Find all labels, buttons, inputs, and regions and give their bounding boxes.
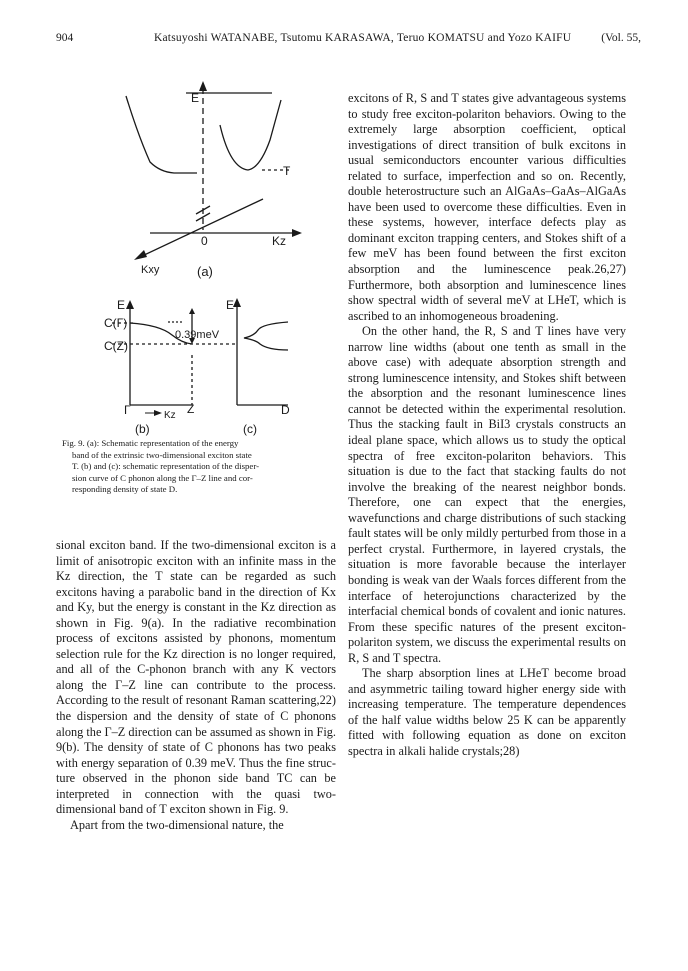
label-panel-b: (b) [135, 422, 150, 436]
label-c-z: C(Z) [104, 339, 128, 353]
energy-arrow-head [199, 81, 207, 91]
label-panel-c: (c) [243, 422, 257, 436]
label-d: D [281, 403, 290, 417]
panel-c-diagram [237, 305, 288, 405]
kz-arrow-head [292, 229, 302, 237]
body-paragraph: excitons of R, S and T states give advantageous systems to study free exciton-polariton behaviors. Owing to the extremely large absorption coefficient, optical investigations of direct transition of bulk excitons in usual semiconductors encounter various difficulties related to surface, imperfection and so on. Recently, double heterostructure such an AlGaAs–GaAs–AlGaAs have been used to overcome these difficulties. Even in these systems, however, interface defects play as dominant exciton trapping centers, and Stokes shift of a few meV has been found between the first exciton absorption and the luminescence peak.26,27) Furthermore, both absorption and luminescence lines show spectral width of several meV at LHeT, which is ascribed to an inhomogeneous broadening. [348, 91, 626, 323]
caption-line: T. (b) and (c): schematic representation of the disper- [72, 461, 260, 472]
parabolic-band-left-branch [126, 96, 197, 173]
figure-caption [62, 438, 324, 496]
gap-arrow-up [189, 308, 195, 314]
label-c-gamma: C(Γ) [104, 316, 128, 330]
caption-line: Fig. 9. (a): Schematic representation of the energy [62, 438, 239, 448]
left-column [56, 538, 336, 833]
author-line: Katsuyoshi WATANABE, Tsutomu KARASAWA, Teruo KOMATSU and Yozo KAIFU [154, 32, 572, 44]
label-a-kz: Kz [272, 234, 287, 248]
body-paragraph: The sharp absorption lines at LHeT become broad and asymmetric tailing toward higher energy side with increasing temperature. The temperature dependences of the half value widths below 25 K can be apparently fitted with following equation as done on exciton spectra in alkali halide crystals;28) [348, 666, 626, 758]
label-panel-a: (a) [197, 264, 213, 279]
kz-arrow-head-b [154, 410, 162, 416]
label-energy-gap: 0.39meV [175, 329, 220, 341]
panel-b-diagram [112, 308, 237, 405]
energy-arrow-head-c [233, 298, 241, 307]
caption-line: responding density of state D. [72, 484, 178, 495]
kxy-axis [140, 199, 263, 257]
kxy-arrow-head [134, 250, 147, 260]
label-b-energy: E [117, 298, 126, 312]
caption-line: sion curve of C phonon along the Γ–Z line and cor- [72, 472, 253, 483]
label-a-origin: 0 [201, 234, 208, 248]
right-column [348, 91, 626, 760]
label-z: Z [187, 402, 195, 416]
body-paragraph: Apart from the two-dimensional nature, the [70, 817, 284, 832]
label-b-kz: Kz [164, 410, 176, 421]
body-paragraph: On the other hand, the R, S and T lines have very narrow line widths (about one tenth as small in the above case) with adequate absorption strength and strong luminescence intensity, and Stokes shift between the absorption and the resonant luminescence lines cannot be detected within the experimental resolution. Thus the stacking fault in BiI3 crystals constructs an ideal plane space, which allows us to study the optical spectra of free exciton-polariton behaviors. This situation is due to the fact that stacking faults do not involve the breaking of the nearest neighbor bonds. Therefore, one can expect that the energies, wavefunctions and charge distributions of such stacking fault states will be only mildly perturbed from those in a perfect crystal. Furthermore, in layered crystals, the situation is more favorable because the interlayer bonding is weak van der Waals forces different from the interface of heterojunctions characterized by the interfacial chemical bonds of covalent and ionic natures. From these specific natures of the present exciton-polariton system, we discuss the experimental results on R, S and T spectra. [348, 324, 626, 665]
label-a-energy: E [191, 91, 200, 105]
caption-line: band of the extrinsic two-dimensional exciton state [72, 449, 252, 460]
label-gamma: Γ [124, 403, 131, 417]
page-number: 904 [56, 32, 74, 44]
parabolic-band-right-branch [220, 100, 281, 170]
panel-a-diagram [126, 88, 296, 257]
density-of-states-curve [244, 322, 288, 350]
label-a-t: T [283, 164, 291, 178]
energy-arrow-head-b [126, 300, 134, 309]
volume-label: (Vol. 55, [601, 32, 641, 44]
label-c-energy: E [226, 298, 235, 312]
body-paragraph: sional exciton band. If the two-dimensional exciton is a limit of anisotropic exciton with an infinite mass in the Kz direction, the T state can be regarded as such excitons having a parabolic band in the direction of Kx and Ky, but the energy is constant in the Kz direction as shown in Fig. 9(a). In the radiative recombination process of excitons assisted by phonons, momentum selection rule for the Kz direction is no longer required, and all of the C-phonon branch with any K vectors along the Γ–Z line can contribute to the process. According to the result of resonant Raman scattering,22) the dispersion and the density of state of C phonons along the Γ–Z direction can be assumed as shown in Fig. 9(b). The density of state of C phonons has two peaks with energy separation of 0.39 meV. Thus the fine structure observed in the phonon side band TC can be interpreted in connection with the quasi two-dimensional band of T exciton shown in Fig. 9. [56, 538, 336, 817]
label-a-kxy: Kxy [141, 264, 160, 276]
